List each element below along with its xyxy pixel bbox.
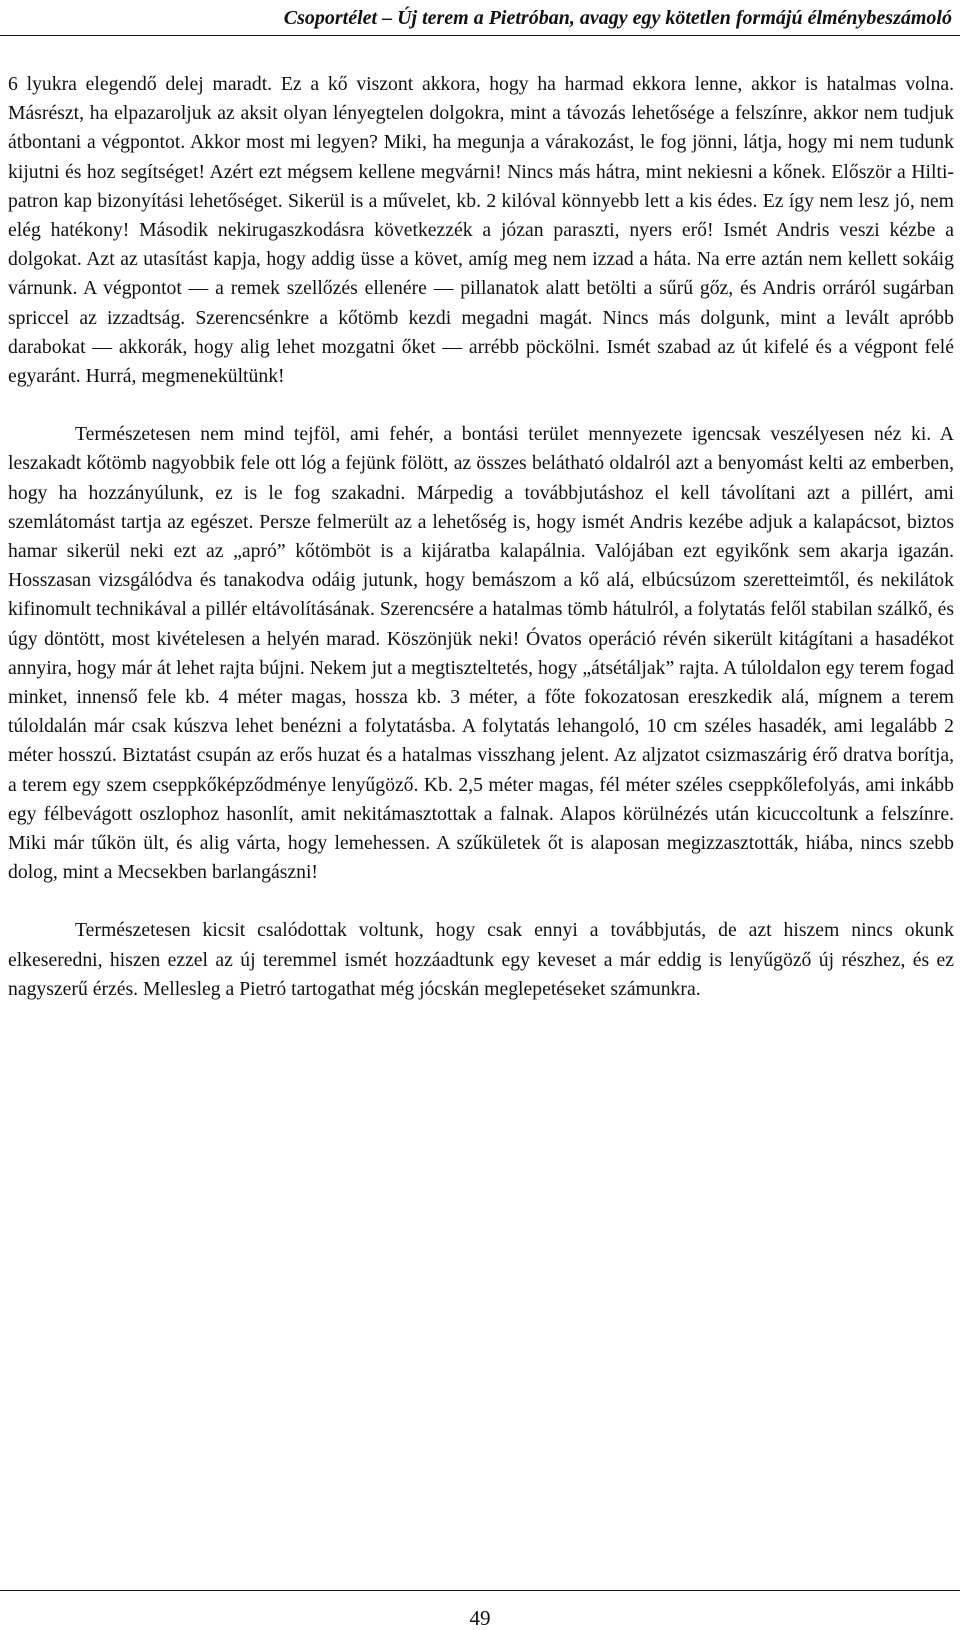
page-number: 49 [469,1606,491,1630]
running-title: Csoportélet – Új terem a Pietróban, avagy egy kötetlen formájú élménybeszámoló [283,7,952,29]
paragraph-3: Természetesen kicsit csalódottak voltunk, hogy csak ennyi a továbbjutás, de azt hiszem nincs okunk elkeseredni, hiszen ezzel az új teremmel ismét hozzáadtunk egy keveset a már eddig is lenyűgöző új részhez, és ez nagyszerű érzés. Mellesleg a Pietró tartogathat még jócskán meglepetéseket számunkra. [8,919,954,1000]
paragraph-1: 6 lyukra elegendő delej maradt. Ez a kő viszont akkora, hogy ha harmad ekkora lenne, akkor is hatalmas volna. Másrészt, ha elpazaroljuk az aksit olyan lényegtelen dolgokra, mint a távozás lehetősége a felszínre, akkor nem tudjuk átbontani a végpontot. Akkor most mi legyen? Miki, ha megunja a várakozást, le fog jönni, látja, hogy mi nem tudunk kijutni és hoz segítséget! Azért ezt mégsem kellene megvárni! Nincs más hátra, mint nekiesni a kőnek. Először a Hilti-patron kap bizonyítási lehetőséget. Sikerül is a művelet, kb. 2 kilóval könnyebb lett a kis édes. Ez így nem lesz jó, nem elég hatékony! Második nekirugaszkodásra következzék a józan paraszti, nyers erő! Ismét Andris veszi kézbe a dolgokat. Azt az utasítást kapja, hogy addig üsse a követ, amíg meg nem izzad a háta. Na erre aztán nem kellett sokáig várnunk. A végpontot — a remek szellőzés ellenére — pillanatok alatt betölti a sűrű gőz, és Andris orráról sugárban spriccel az izzadtság. Szerencsénkre a kőtömb kezdi megadni magát. Nincs más dolgunk, mint a levált apróbb darabokat — akkorák, hogy alig lehet mozgatni őket — arrébb pöckölni. Ismét szabad az út kifelé és a végpont felé egyaránt. Hurrá, megmenekültünk! [8,73,954,388]
article-body [8,70,954,1004]
footer-rule [0,1590,960,1591]
paragraph-2: Természetesen nem mind tejföl, ami fehér, a bontási terület mennyezete igencsak veszélyesen néz ki. A leszakadt kőtömb nagyobbik fele ott lóg a fejünk fölött, az összes belátható oldalról azt a benyomást kelti az emberben, hogy ha hozzányúlunk, ez is le fog szakadni. Márpedig a továbbjutáshoz el kell távolítani azt a pillért, ami szemlátomást tartja az egészet. Persze felmerült az a lehetőség is, hogy ismét Andris kezébe adjuk a kalapácsot, biztos hamar sikerül neki ezt az „apró” kőtömböt is a kijáratba kalapálnia. Valójában ezt egyikőnk sem akarja igazán. Hosszasan vizsgálódva és tanakodva odáig jutunk, hogy bemászom a kő alá, elbúcsúzom szeretteimtől, és nekilátok kifinomult technikával a pillér eltávolításának. Szerencsére a hatalmas tömb hátulról, a folytatás felől stabilan szálkő, és úgy döntött, most kivételesen a helyén marad. Köszönjük neki! Óvatos operáció révén sikerült kitágítani a hasadékot annyira, hogy már át lehet rajta bújni. Nekem jut a megtiszteltetés, hogy „átsétáljak” rajta. A túloldalon egy terem fogad minket, innenső fele kb. 4 méter magas, hossza kb. 3 méter, a főte fokozatosan ereszkedik alá, mígnem a terem túloldalán már csak kúszva lehet benézni a folytatásba. A folytatás lehangoló, 10 cm széles hasadék, ami legalább 2 méter hosszú. Biztatást csupán az erős huzat és a hatalmas visszhang jelent. Az aljzatot csizmaszárig érő dratva borítja, a terem egy szem cseppkőképződménye lenyűgöző. Kb. 2,5 méter magas, fél méter széles cseppkőlefolyás, ami inkább egy félbevágott oszlophoz hasonlít, amit nekitámasztottak a falnak. Alapos körülnézés után kicuccoltunk a felszínre. Miki már tűkön ült, és alig várta, hogy lemehessen. A szűkületek őt is alaposan megizzasztották, hiába, nincs szebb dolog, mint a Mecsekben barlangászni! [8,423,954,884]
page-header [0,0,960,36]
